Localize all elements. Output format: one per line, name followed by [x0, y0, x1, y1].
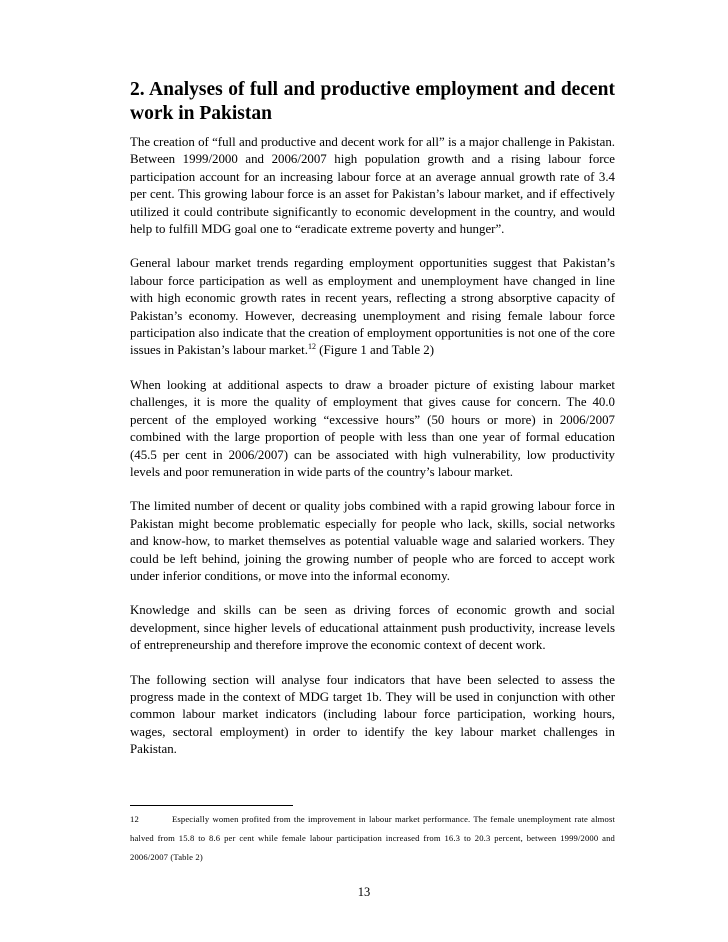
paragraph-5: Knowledge and skills can be seen as driving forces of economic growth and social development, since higher levels of educational attainment push productivity, increase levels of entrepreneurship and therefore improve the economic context of decent work. [130, 603, 615, 653]
paragraph-4: The limited number of decent or quality jobs combined with a rapid growing labour force in Pakistan might become problematic especially for people who lack, skills, social networks and know-how, to market themselves as potential valuable wage and salaried workers. They could be left behind, joining the growing number of people who are forced to accept work under inferior conditions, or move into the informal economy. [130, 499, 615, 583]
footnote [130, 810, 615, 867]
footnote-number: 12 [130, 814, 139, 824]
paragraph-2-tail: (Figure 1 and Table 2) [315, 343, 435, 358]
footnote-separator [130, 805, 293, 806]
main-content [130, 78, 615, 776]
section-heading: 2. Analyses of full and productive employment and decent work in Pakistan [130, 79, 615, 124]
paragraph-2-text: General labour market trends regarding employment opportunities suggest that Pakistan’s labour force participation as well as employment and unemployment have changed in line with high economic growth rates in recent years, reflecting a strong absorptive capacity of Pakistan’s economy. However, decreasing unemployment and rising female labour force participation also indicate that the creation of employment opportunities is not one of the core issues in Pakistan’s labour market. [130, 256, 615, 358]
paragraph-3: When looking at additional aspects to draw a broader picture of existing labour market challenges, it is more the quality of employment that gives cause for concern. The 40.0 percent of the employed working “excessive hours” (50 hours or more) in 2006/2007 combined with the large proportion of people with less than one year of formal education (45.5 per cent in 2006/2007) can be associated with high vulnerability, low productivity levels and poor remuneration in wide parts of the country’s labour market. [130, 377, 615, 479]
footnote-text: Especially women profited from the improvement in labour market performance. The female unemployment rate almost halved from 15.8 to 8.6 per cent while female labour participation increased from 16.3 to 20.3 percent, between 1999/2000 and 2006/2007 (Table 2) [130, 814, 615, 862]
paragraph-6: The following section will analyse four indicators that have been selected to assess the progress made in the context of MDG target 1b. They will be used in conjunction with other common labour market indicators (including labour force participation, working hours, wages, sectoral employment) in order to identify the key labour market challenges in Pakistan. [130, 672, 615, 757]
page-number: 13 [357, 885, 371, 899]
footnote-reference[interactable]: 12 [307, 342, 316, 352]
paragraph-2 [130, 255, 615, 359]
paragraph-1: The creation of “full and productive and decent work for all” is a major challenge in Pakistan. Between 1999/2000 and 2006/2007 high population growth and a rising labour force participation account for an increasing labour force at an average annual growth rate of 3.4 per cent. This growing labour force is an asset for Pakistan’s labour market, and if effectively utilized it could contribute significantly to economic development in the country, and would help to fulfill MDG goal one to “eradicate extreme poverty and hunger”. [130, 135, 615, 237]
